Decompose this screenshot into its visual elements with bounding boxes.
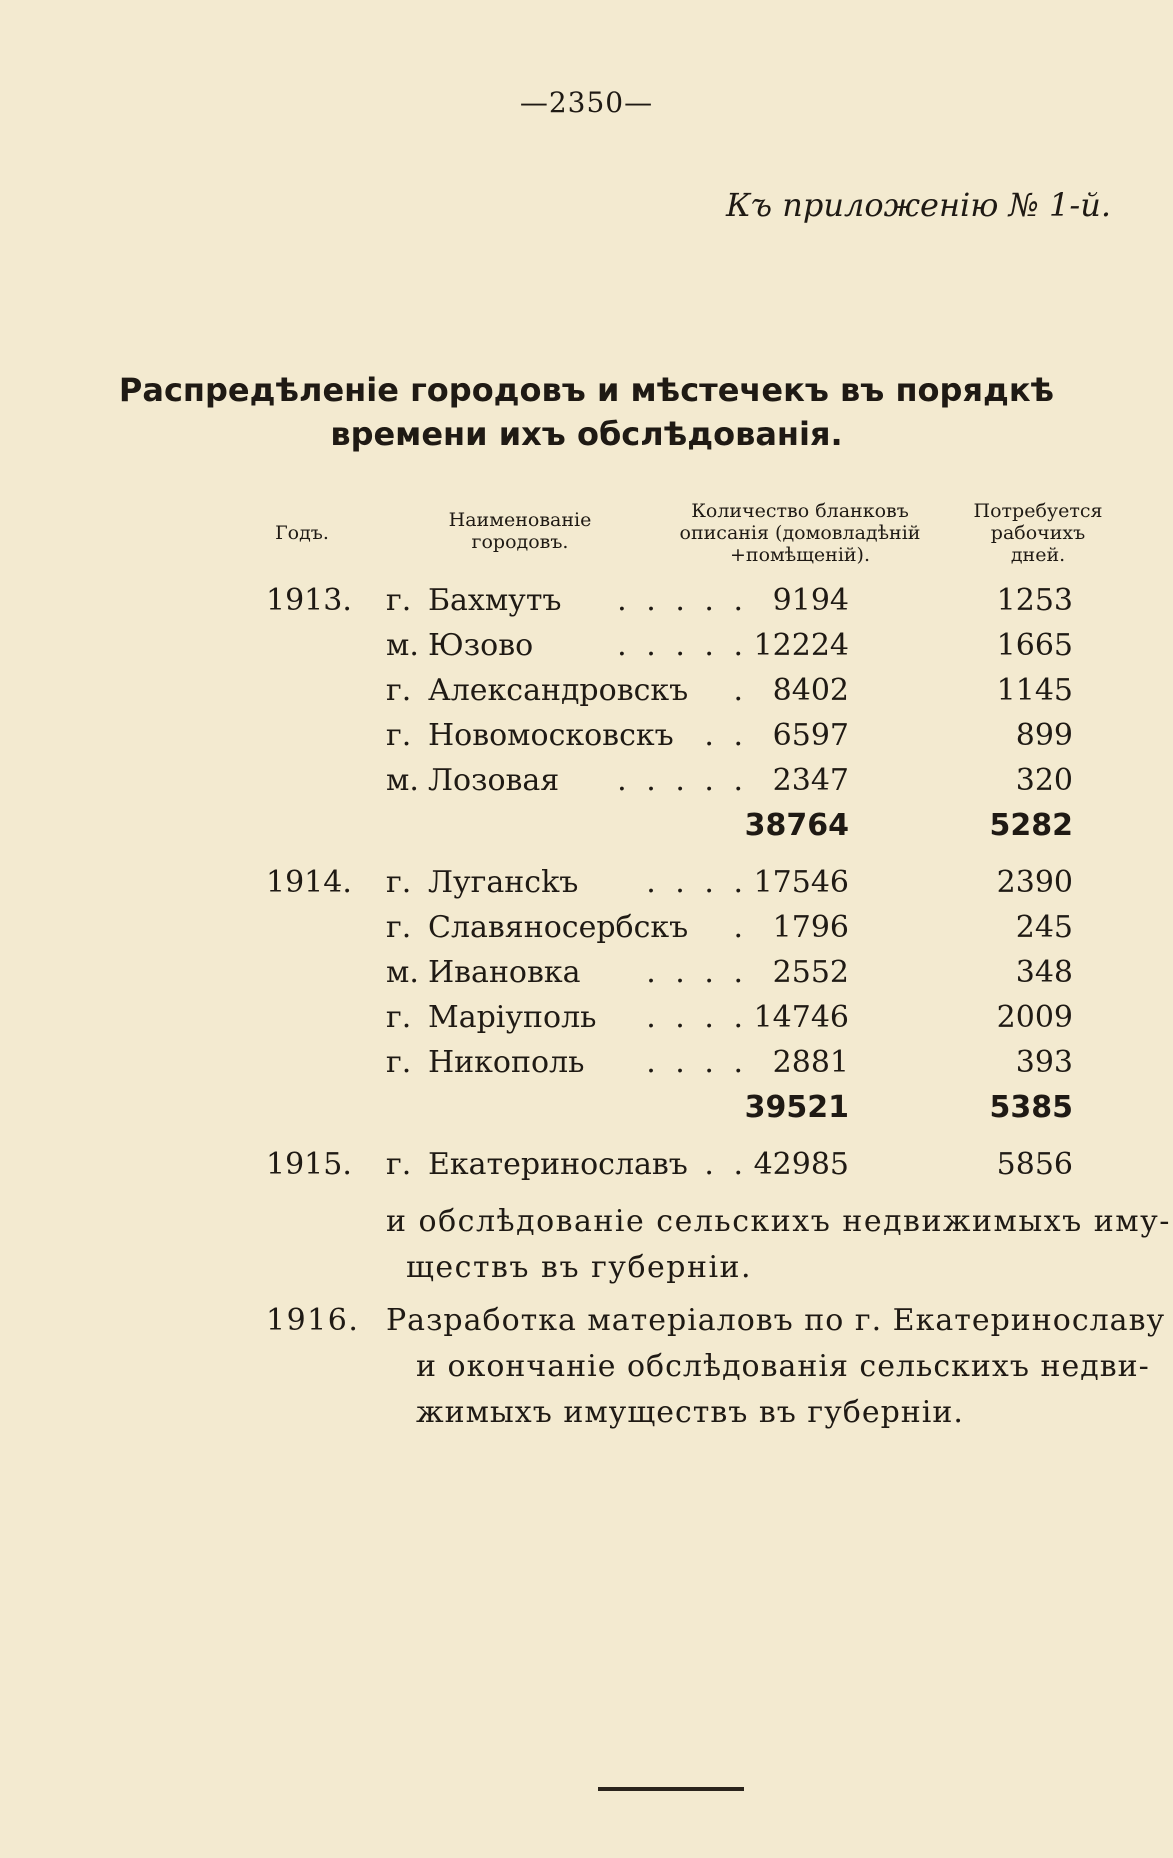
row-count: 12224 bbox=[753, 628, 849, 663]
column-header-year: Годъ. bbox=[275, 522, 329, 544]
row-leader-dots: . bbox=[733, 673, 748, 708]
table-row bbox=[0, 861, 1173, 905]
table-row bbox=[0, 951, 1173, 995]
row-leader-dots: . . bbox=[704, 718, 748, 753]
row-year: 1915. bbox=[266, 1147, 352, 1182]
row-leader-dots: . . . . bbox=[646, 955, 748, 990]
column-header-days-line: Потребуется bbox=[973, 500, 1103, 522]
row-days: 245 bbox=[1015, 910, 1073, 945]
row-prefix: м. bbox=[386, 628, 419, 663]
column-header-days bbox=[948, 500, 1128, 566]
row-days: 1253 bbox=[996, 583, 1073, 618]
row-days: 899 bbox=[1015, 718, 1073, 753]
paragraph-1916 bbox=[386, 1298, 1165, 1436]
row-town-name: Лугансkъ bbox=[428, 865, 579, 900]
row-days: 2009 bbox=[996, 1000, 1073, 1035]
year-1916: 1916. bbox=[266, 1303, 360, 1338]
row-year: 1914. bbox=[266, 865, 352, 900]
column-header-name-line: Наименованіе bbox=[448, 509, 592, 531]
row-town-name: Александровскъ bbox=[428, 673, 689, 708]
row-prefix: г. bbox=[386, 1147, 412, 1182]
table-row bbox=[0, 669, 1173, 713]
paragraph-line: ществъ въ губерніи. bbox=[406, 1250, 753, 1285]
page-title bbox=[0, 368, 1173, 456]
row-town-name: Никополь bbox=[428, 1045, 585, 1080]
row-count: 2552 bbox=[772, 955, 849, 990]
row-count: 1796 bbox=[772, 910, 849, 945]
row-days: 1665 bbox=[996, 628, 1073, 663]
row-town-name: Бахмутъ bbox=[428, 583, 562, 618]
row-days: 5856 bbox=[996, 1147, 1073, 1182]
table-total-row bbox=[0, 1086, 1173, 1130]
row-leader-dots: . . . . bbox=[646, 1045, 748, 1080]
row-count: 14746 bbox=[753, 1000, 849, 1035]
table-row bbox=[0, 1041, 1173, 1085]
row-leader-dots: . bbox=[733, 910, 748, 945]
total-count: 39521 bbox=[744, 1090, 849, 1125]
paragraph-1915 bbox=[386, 1199, 1171, 1291]
row-leader-dots: . . . . . bbox=[617, 763, 748, 798]
row-prefix: г. bbox=[386, 1000, 412, 1035]
table-row bbox=[0, 1143, 1173, 1187]
total-count: 38764 bbox=[744, 808, 849, 843]
row-count: 2881 bbox=[772, 1045, 849, 1080]
row-count: 17546 bbox=[753, 865, 849, 900]
total-days: 5282 bbox=[989, 808, 1073, 843]
row-days: 2390 bbox=[996, 865, 1073, 900]
table-total-row bbox=[0, 804, 1173, 848]
row-prefix: м. bbox=[386, 763, 419, 798]
row-prefix: г. bbox=[386, 1045, 412, 1080]
paragraph-line: жимыхъ имуществъ въ губерніи. bbox=[416, 1395, 964, 1430]
table-row bbox=[0, 624, 1173, 668]
paragraph-line: Разработка матеріаловъ по г. Екатеринославу bbox=[386, 1303, 1166, 1338]
row-count: 8402 bbox=[772, 673, 849, 708]
row-town-name: Ивановка bbox=[428, 955, 581, 990]
row-count: 42985 bbox=[753, 1147, 849, 1182]
paragraph-line: и окончаніе обслѣдованія сельскихъ недви- bbox=[416, 1349, 1150, 1384]
column-header-count-line: описанія (домовладѣній bbox=[679, 522, 921, 544]
table-row bbox=[0, 996, 1173, 1040]
row-leader-dots: . . . . . bbox=[617, 583, 748, 618]
column-header-count-line: +помѣщеній). bbox=[729, 544, 871, 566]
paragraph-line: и обслѣдованіе сельскихъ недвижимыхъ иму- bbox=[386, 1204, 1171, 1239]
row-days: 1145 bbox=[996, 673, 1073, 708]
row-days: 320 bbox=[1015, 763, 1073, 798]
row-leader-dots: . . . . bbox=[646, 1000, 748, 1035]
row-leader-dots: . . . . bbox=[646, 865, 748, 900]
row-days: 348 bbox=[1015, 955, 1073, 990]
title-line-1: Распредѣленіе городовъ и мѣстечекъ въ порядкѣ bbox=[118, 371, 1055, 409]
column-header-count bbox=[650, 500, 950, 566]
row-days: 393 bbox=[1015, 1045, 1073, 1080]
row-town-name: Новомосковскъ bbox=[428, 718, 674, 753]
row-count: 6597 bbox=[772, 718, 849, 753]
table-row bbox=[0, 714, 1173, 758]
row-prefix: г. bbox=[386, 673, 412, 708]
row-leader-dots: . . bbox=[704, 1147, 748, 1182]
row-prefix: г. bbox=[386, 718, 412, 753]
row-town-name: Маріуполь bbox=[428, 1000, 597, 1035]
table-row bbox=[0, 579, 1173, 623]
row-year: 1913. bbox=[266, 583, 352, 618]
appendix-reference: Къ приложенію № 1-й. bbox=[726, 186, 1111, 224]
column-header-count-line: Количество бланковъ bbox=[691, 500, 909, 522]
row-count: 2347 bbox=[772, 763, 849, 798]
column-header-days-line: дней. bbox=[1010, 544, 1066, 566]
table-row bbox=[0, 906, 1173, 950]
end-rule bbox=[598, 1787, 744, 1791]
row-prefix: г. bbox=[386, 910, 412, 945]
column-header-name bbox=[420, 509, 620, 553]
row-prefix: м. bbox=[386, 955, 419, 990]
row-town-name: Лозовая bbox=[428, 763, 560, 798]
row-town-name: Юзово bbox=[428, 628, 534, 663]
total-days: 5385 bbox=[989, 1090, 1073, 1125]
row-prefix: г. bbox=[386, 583, 412, 618]
row-prefix: г. bbox=[386, 865, 412, 900]
row-town-name: Екатеринославъ bbox=[428, 1147, 688, 1182]
table-row bbox=[0, 759, 1173, 803]
row-leader-dots: . . . . . bbox=[617, 628, 748, 663]
column-header-name-line: городовъ. bbox=[471, 531, 569, 553]
row-town-name: Славяносербскъ bbox=[428, 910, 689, 945]
row-count: 9194 bbox=[772, 583, 849, 618]
page-number: —2350— bbox=[519, 86, 654, 119]
column-header-days-line: рабочихъ bbox=[990, 522, 1086, 544]
title-line-2: времени ихъ обслѣдованія. bbox=[330, 415, 843, 453]
